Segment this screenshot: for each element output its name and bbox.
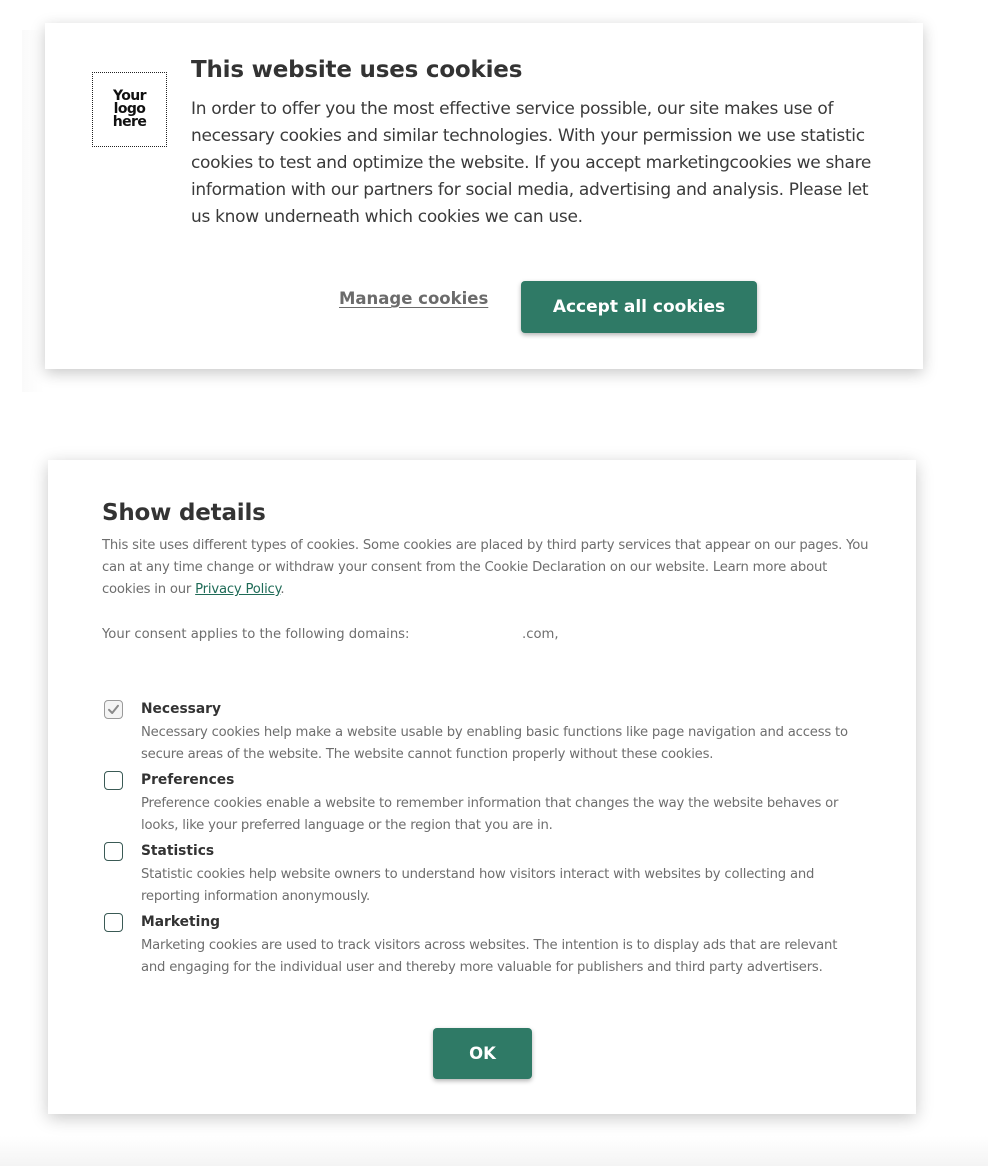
necessary-label: Necessary <box>141 701 221 717</box>
background-shade <box>22 30 44 392</box>
marketing-description: Marketing cookies are used to track visitors across websites. The intention is to display ads that are relevant and engaging for the individual user and thereby more valuable for publishers and third party advertisers. <box>141 938 838 975</box>
statistics-checkbox[interactable] <box>104 842 123 861</box>
bottom-edge <box>0 1136 988 1166</box>
banner-description: In order to offer you the most effective service possible, our site makes use of necessary cookies and similar technologies. With your permission we use statistic cookies to test and optimize the website. If you accept marketingcookies we share information with our partners for social media, advertising and analysis. Please let us know underneath which cookies we can use. <box>191 99 872 227</box>
consent-label: Your consent applies to the following domains: <box>102 627 410 642</box>
statistics-label: Statistics <box>141 843 215 859</box>
preferences-description: Preference cookies enable a website to remember information that changes the way the website behaves or looks, like your preferred language or the region that you are in. <box>141 796 839 833</box>
statistics-description: Statistic cookies help website owners to understand how visitors interact with websites by collecting and reporting information anonymously. <box>141 867 815 904</box>
consent-domain: .com, <box>522 627 559 642</box>
logo-placeholder <box>92 72 167 147</box>
details-intro <box>102 535 872 601</box>
cookie-banner <box>45 23 923 369</box>
ok-button[interactable]: OK <box>433 1028 532 1079</box>
preferences-label: Preferences <box>141 772 235 788</box>
logo-text: Your logo here <box>112 88 147 130</box>
banner-title: This website uses cookies <box>191 57 523 83</box>
details-intro-text: This site uses different types of cookies. Some cookies are placed by third party services that appear on our pages. You can at any time change or withdraw your consent from the Cookie Declaration on our website. Learn more about cookies in our <box>102 538 869 597</box>
checkmark-icon <box>107 703 120 716</box>
necessary-checkbox[interactable] <box>104 700 123 719</box>
marketing-label: Marketing <box>141 914 221 930</box>
privacy-policy-link[interactable]: Privacy Policy <box>195 582 281 597</box>
accept-all-cookies-button[interactable]: Accept all cookies <box>521 281 757 333</box>
details-intro-end: . <box>280 582 285 597</box>
marketing-checkbox[interactable] <box>104 913 123 932</box>
details-title: Show details <box>102 500 266 526</box>
necessary-description: Necessary cookies help make a website usable by enabling basic functions like page navigation and access to secure areas of the website. The website cannot function properly without these cookies. <box>141 725 848 762</box>
consent-domains <box>102 627 862 642</box>
preferences-checkbox[interactable] <box>104 771 123 790</box>
cookie-details-panel <box>48 460 916 1114</box>
manage-cookies-link[interactable]: Manage cookies <box>339 289 489 308</box>
